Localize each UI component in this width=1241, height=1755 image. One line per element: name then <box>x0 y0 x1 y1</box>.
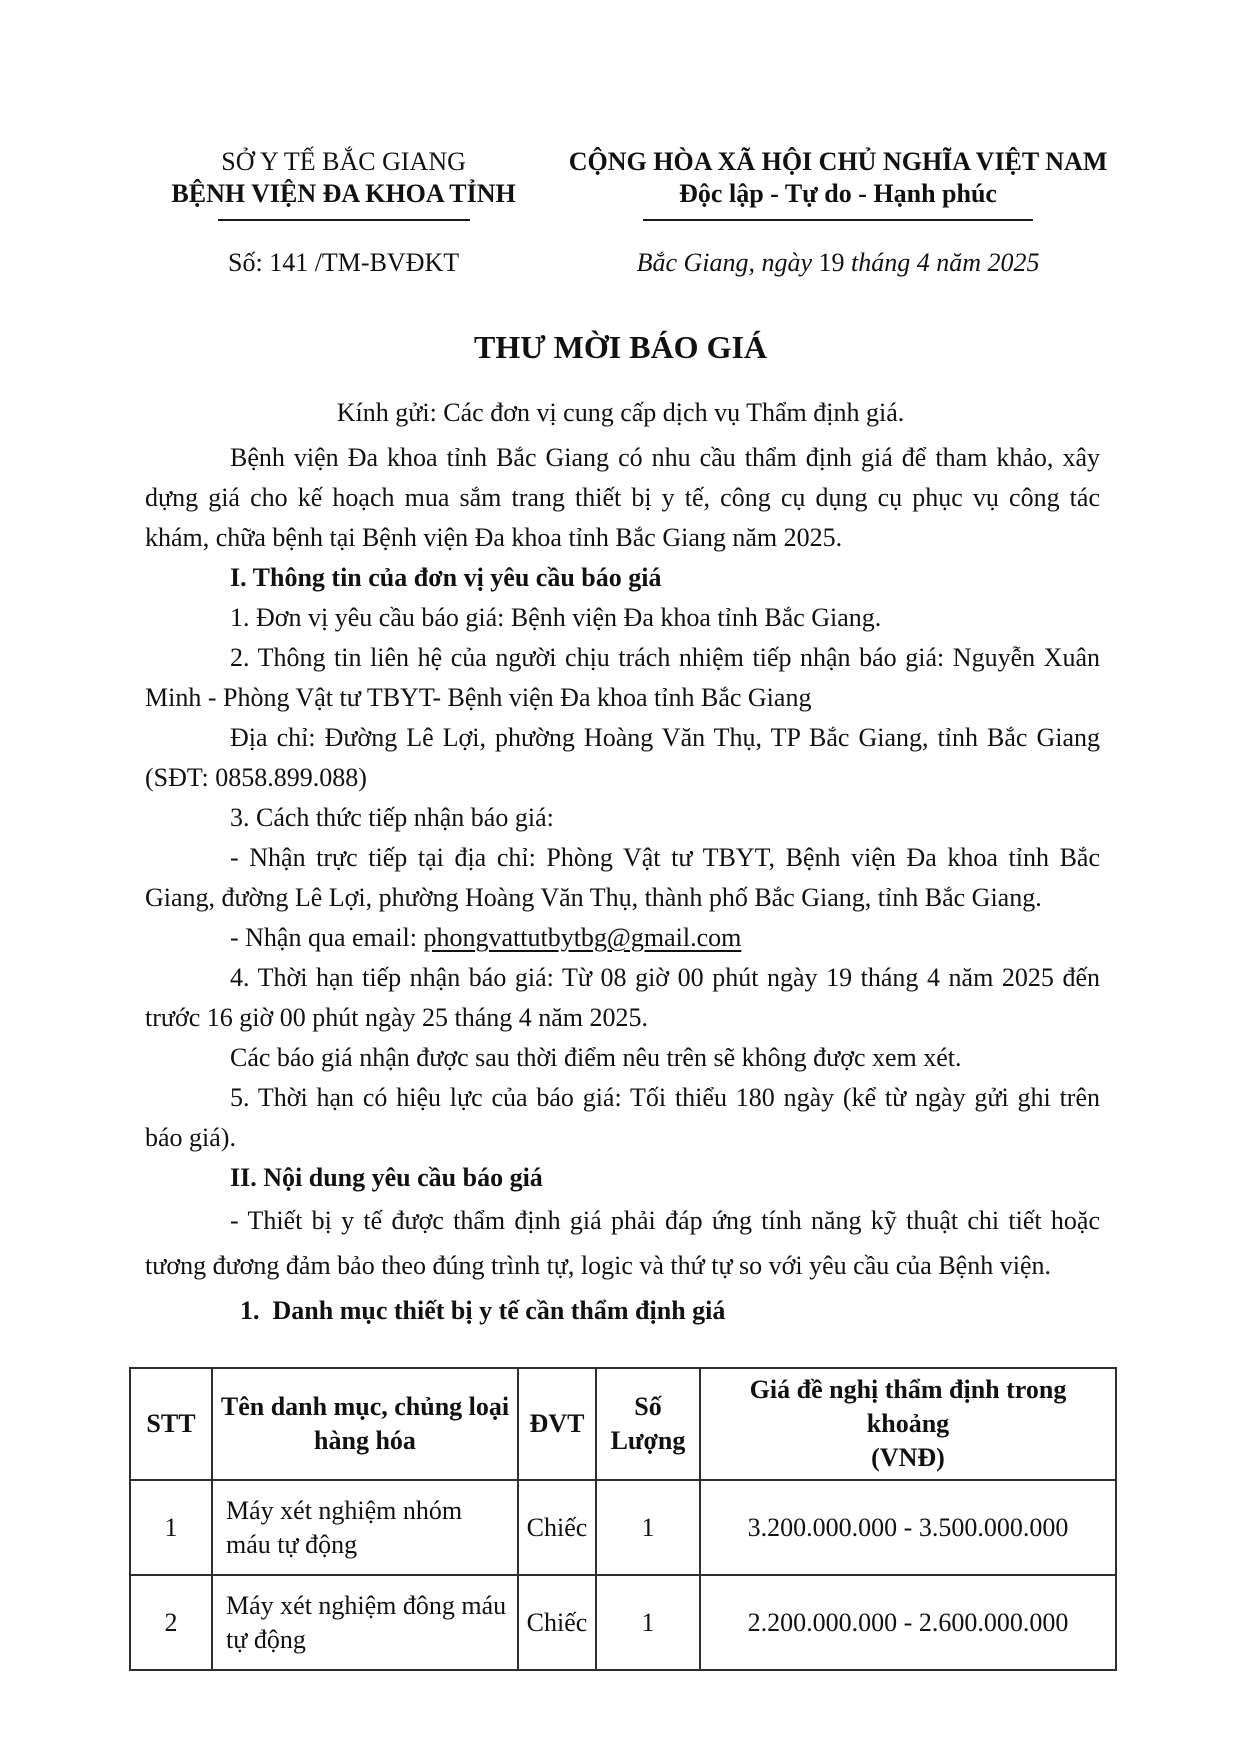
national-header-block <box>561 146 1115 279</box>
quote-requester-item: 1. Đơn vị yêu cầu báo giá: Bệnh viện Đa khoa tỉnh Bắc Giang. <box>230 603 882 632</box>
table-header-row <box>130 1368 1116 1480</box>
section-2-heading: II. Nội dung yêu cầu báo giá <box>230 1163 543 1192</box>
motto-divider <box>643 219 1033 221</box>
validity-item: 5. Thời hạn có hiệu lực của báo giá: Tối thiểu 180 ngày (kể từ ngày gửi ghi trên báo giá). <box>145 1083 1100 1152</box>
date-prefix: Bắc Giang, ngày <box>636 248 819 277</box>
equipment-table <box>129 1367 1117 1671</box>
document-title: THƯ MỜI BÁO GIÁ <box>473 329 768 365</box>
cell-name: Máy xét nghiệm nhóm máu tự động <box>212 1480 518 1575</box>
section-1-heading: I. Thông tin của đơn vị yêu cầu báo giá <box>230 563 662 592</box>
cell-unit: Chiếc <box>518 1575 596 1670</box>
col-header-name: Tên danh mục, chủng loại hàng hóa <box>212 1368 518 1480</box>
requirement-paragraph: - Thiết bị y tế được thẩm định giá phải đáp ứng tính năng kỹ thuật chi tiết hoặc tương đương đảm bảo theo đúng trình tự, logic và thứ tự so với yêu cầu của Bệnh viện. <box>145 1206 1100 1280</box>
cell-price: 3.200.000.000 - 3.500.000.000 <box>700 1480 1116 1575</box>
receive-email-line <box>145 918 1100 958</box>
issuer-department: SỞ Y TẾ BẮC GIANG <box>221 147 466 176</box>
date-suffix: tháng 4 năm 2025 <box>844 248 1040 277</box>
receive-direct-line: - Nhận trực tiếp tại địa chỉ: Phòng Vật tư TBYT, Bệnh viện Đa khoa tỉnh Bắc Giang, đường Lê Lợi, phường Hoàng Văn Thụ, thành phố Bắc Giang, tỉnh Bắc Giang. <box>145 843 1100 912</box>
contact-person-item: 2. Thông tin liên hệ của người chịu trách nhiệm tiếp nhận báo giá: Nguyễn Xuân Minh - Phòng Vật tư TBYT- Bệnh viện Đa khoa tỉnh Bắc Giang <box>145 643 1100 712</box>
issuer-divider <box>218 219 470 221</box>
national-motto: Độc lập - Tự do - Hạnh phúc <box>679 179 997 208</box>
col-header-price-line1: Giá đề nghị thẩm định trong khoảng <box>749 1375 1067 1438</box>
salutation-line: Kính gửi: Các đơn vị cung cấp dịch vụ Thẩm định giá. <box>336 398 905 427</box>
doc-number: Số: 141 /TM-BVĐKT <box>228 248 460 277</box>
receive-email-prefix: - Nhận qua email: <box>230 923 424 952</box>
cell-qty: 1 <box>596 1575 700 1670</box>
col-header-qty: Số Lượng <box>596 1368 700 1480</box>
receive-method-item: 3. Cách thức tiếp nhận báo giá: <box>230 803 554 832</box>
date-day: 19 <box>818 248 845 277</box>
document-header <box>126 146 1115 279</box>
cell-stt: 2 <box>130 1575 212 1670</box>
cell-name: Máy xét nghiệm đông máu tự động <box>212 1575 518 1670</box>
table-row <box>130 1480 1116 1575</box>
place-date-line <box>561 247 1115 279</box>
table-row <box>130 1575 1116 1670</box>
equipment-list-heading: 1. Danh mục thiết bị y tế cần thẩm định giá <box>240 1296 726 1325</box>
document-body <box>145 438 1100 1331</box>
contact-address-line: Địa chỉ: Đường Lê Lợi, phường Hoàng Văn Thụ, TP Bắc Giang, tỉnh Bắc Giang (SĐT: 0858.899.088) <box>145 723 1100 792</box>
intro-paragraph: Bệnh viện Đa khoa tỉnh Bắc Giang có nhu cầu thẩm định giá để tham khảo, xây dựng giá cho kế hoạch mua sắm trang thiết bị y tế, công cụ dụng cụ phục vụ công tác khám, chữa bệnh tại Bệnh viện Đa khoa tỉnh Bắc Giang năm 2025. <box>145 443 1100 552</box>
cell-qty: 1 <box>596 1480 700 1575</box>
cell-unit: Chiếc <box>518 1480 596 1575</box>
col-header-stt: STT <box>130 1368 212 1480</box>
cell-stt: 1 <box>130 1480 212 1575</box>
col-header-price <box>700 1368 1116 1480</box>
cell-price: 2.200.000.000 - 2.600.000.000 <box>700 1575 1116 1670</box>
issuer-hospital: BỆNH VIỆN ĐA KHOA TỈNH <box>171 179 516 208</box>
deadline-item: 4. Thời hạn tiếp nhận báo giá: Từ 08 giờ 00 phút ngày 19 tháng 4 năm 2025 đến trước 16 giờ 00 phút ngày 25 tháng 4 năm 2025. <box>145 963 1100 1032</box>
late-quote-note: Các báo giá nhận được sau thời điểm nêu trên sẽ không được xem xét. <box>230 1043 962 1072</box>
email-link[interactable]: phongvattutbytbg@gmail.com <box>423 923 742 952</box>
national-name: CỘNG HÒA XÃ HỘI CHỦ NGHĨA VIỆT NAM <box>568 147 1108 176</box>
issuer-block <box>126 146 561 279</box>
col-header-price-line2: (VNĐ) <box>871 1443 945 1472</box>
col-header-unit: ĐVT <box>518 1368 596 1480</box>
